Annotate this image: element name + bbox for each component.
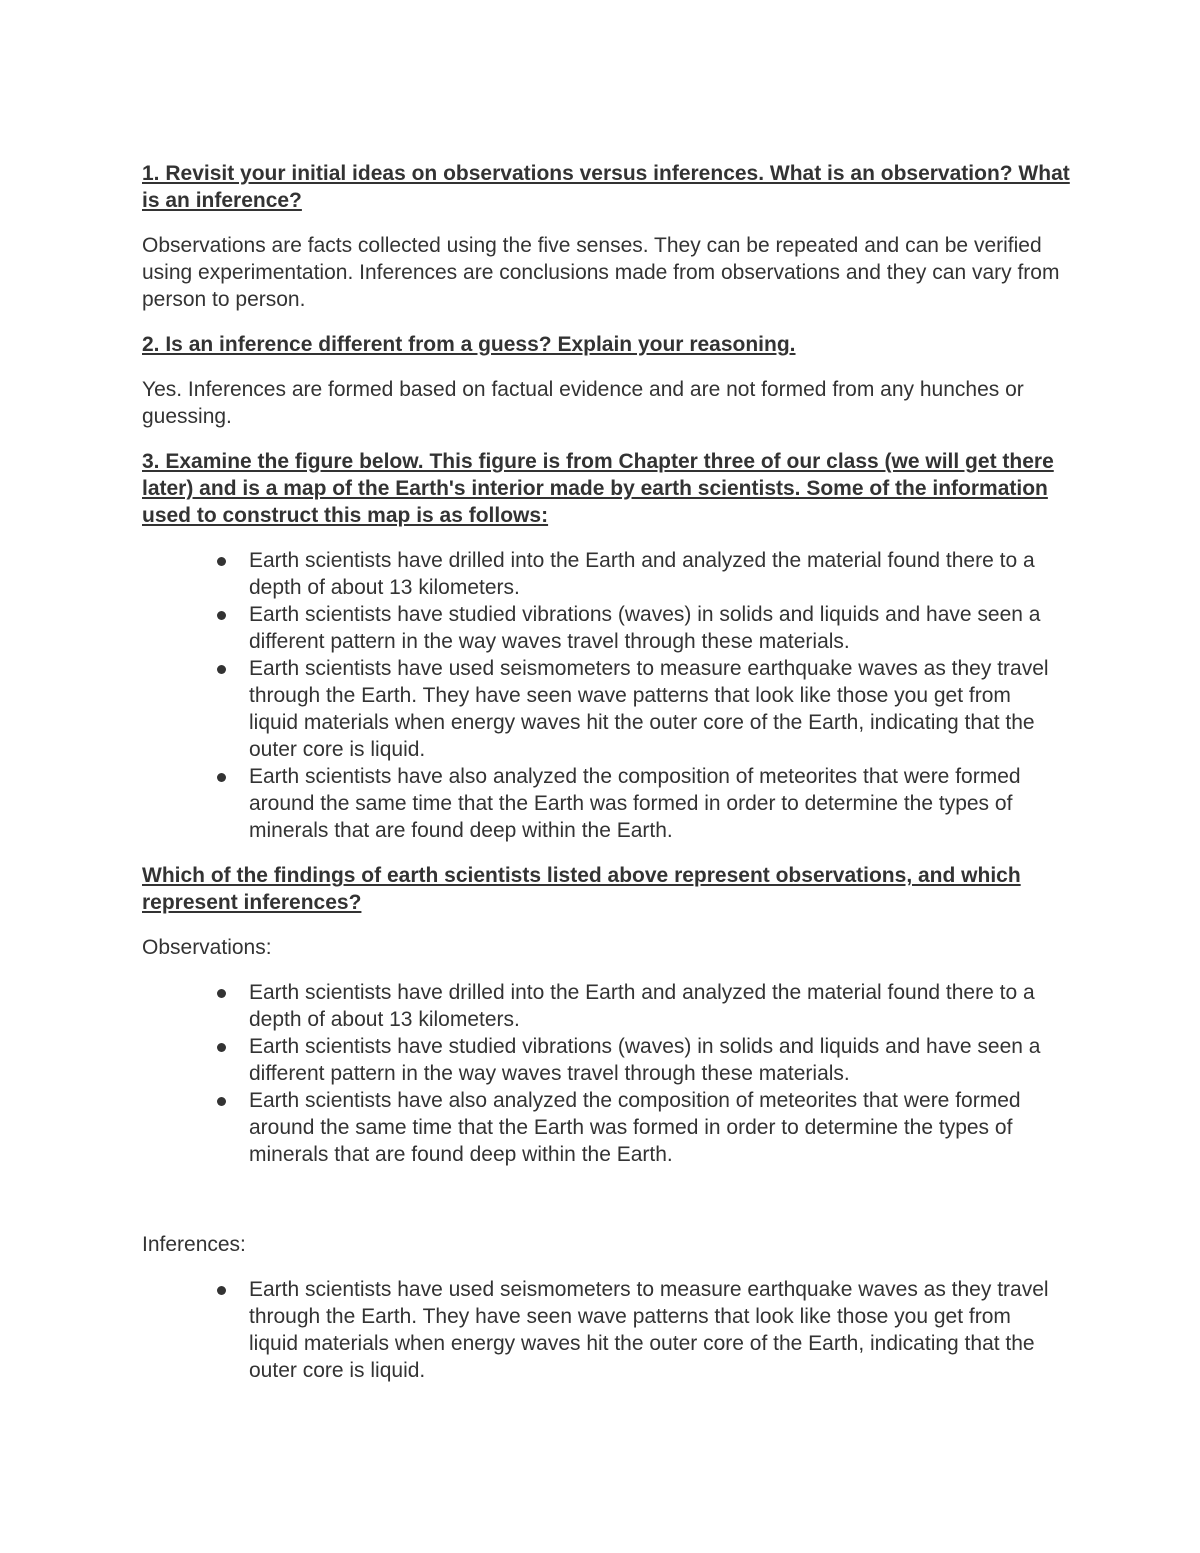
list-item: Earth scientists have studied vibrations (waves) in solids and liquids and have seen a different pattern in the way waves travel through these materials.: [249, 601, 1072, 655]
bullet-icon: [217, 1286, 226, 1295]
answer-2: Yes. Inferences are formed based on factual evidence and are not formed from any hunches or guessing.: [142, 378, 1024, 428]
observations-label: Observations:: [142, 936, 272, 959]
bullet-icon: [217, 773, 226, 782]
bullet-icon: [217, 611, 226, 620]
observations-list: [142, 979, 1072, 1168]
question-1: 1. Revisit your initial ideas on observations versus inferences. What is an observation? What is an inference?: [142, 162, 1070, 212]
list-item: Earth scientists have studied vibrations (waves) in solids and liquids and have seen a different pattern in the way waves travel through these materials.: [249, 1033, 1072, 1087]
inferences-list: [142, 1276, 1072, 1384]
question-2: 2. Is an inference different from a guess? Explain your reasoning.: [142, 333, 796, 356]
list-item: Earth scientists have used seismometers to measure earthquake waves as they travel through the Earth. They have seen wave patterns that look like those you get from liquid materials when energy waves hit the outer core of the Earth, indicating that the outer core is liquid.: [249, 1276, 1072, 1384]
inferences-label: Inferences:: [142, 1233, 246, 1256]
bullet-icon: [217, 557, 226, 566]
bullet-icon: [217, 1097, 226, 1106]
question-3: 3. Examine the figure below. This figure is from Chapter three of our class (we will get there later) and is a map of the Earth's interior made by earth scientists. Some of the information used to construct this map is as follows:: [142, 450, 1054, 527]
bullet-icon: [217, 1043, 226, 1052]
document-page: [142, 160, 1072, 1384]
list-item: Earth scientists have also analyzed the composition of meteorites that were formed around the same time that the Earth was formed in order to determine the types of minerals that are found deep within the Earth.: [249, 763, 1072, 844]
bullet-icon: [217, 665, 226, 674]
question-4: Which of the findings of earth scientists listed above represent observations, and which represent inferences?: [142, 864, 1021, 914]
bullet-icon: [217, 989, 226, 998]
findings-list: [142, 547, 1072, 844]
list-item: Earth scientists have drilled into the Earth and analyzed the material found there to a depth of about 13 kilometers.: [249, 547, 1072, 601]
answer-1: Observations are facts collected using the five senses. They can be repeated and can be verified using experimentation. Inferences are conclusions made from observations and they can vary from person to person.: [142, 234, 1060, 311]
list-item: Earth scientists have used seismometers to measure earthquake waves as they travel through the Earth. They have seen wave patterns that look like those you get from liquid materials when energy waves hit the outer core of the Earth, indicating that the outer core is liquid.: [249, 655, 1072, 763]
list-item: Earth scientists have also analyzed the composition of meteorites that were formed around the same time that the Earth was formed in order to determine the types of minerals that are found deep within the Earth.: [249, 1087, 1072, 1168]
list-item: Earth scientists have drilled into the Earth and analyzed the material found there to a depth of about 13 kilometers.: [249, 979, 1072, 1033]
